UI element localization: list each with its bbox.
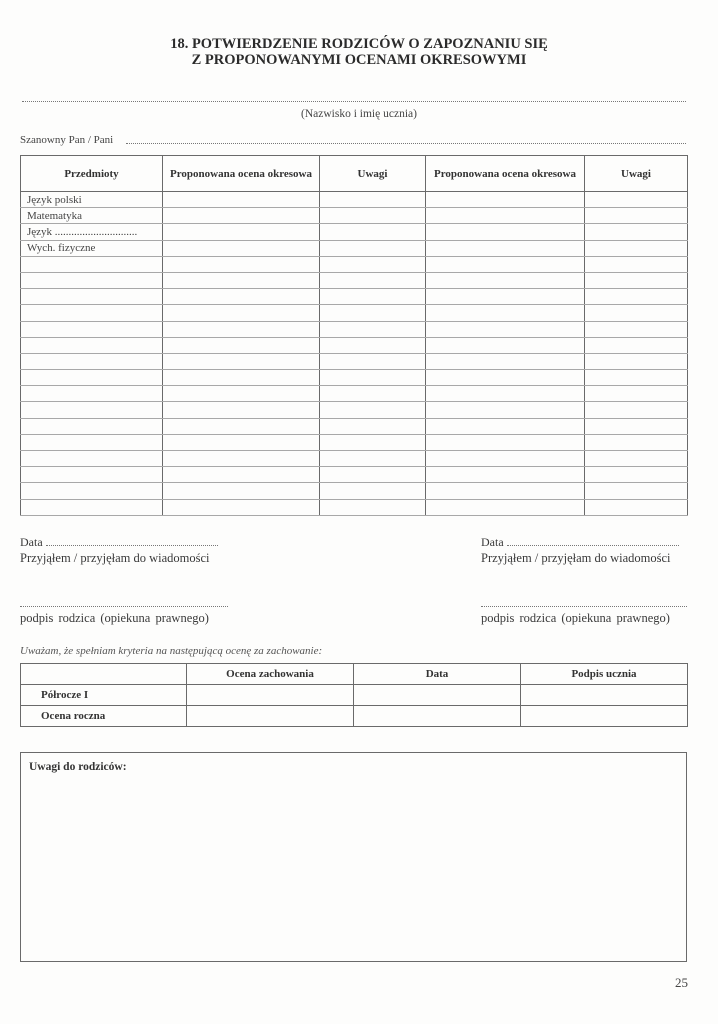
header-remarks-1: Uwagi bbox=[320, 156, 426, 192]
remarks-1-cell[interactable] bbox=[320, 321, 426, 337]
table-row bbox=[21, 305, 688, 321]
subject-cell[interactable] bbox=[21, 499, 163, 515]
proposed-grade-1-cell[interactable] bbox=[163, 208, 320, 224]
remarks-1-cell[interactable] bbox=[320, 192, 426, 208]
proposed-grade-2-cell[interactable] bbox=[426, 192, 585, 208]
subject-cell[interactable] bbox=[21, 402, 163, 418]
remarks-2-cell[interactable] bbox=[585, 451, 688, 467]
remarks-2-cell[interactable] bbox=[585, 321, 688, 337]
date-line bbox=[481, 535, 691, 550]
header-behavior-grade: Ocena zachowania bbox=[187, 664, 354, 685]
remarks-1-cell[interactable] bbox=[320, 289, 426, 305]
notes-box[interactable] bbox=[20, 752, 687, 962]
proposed-grade-1-cell[interactable] bbox=[163, 499, 320, 515]
proposed-grade-1-cell[interactable] bbox=[163, 272, 320, 288]
title-line-2: Z PROPONOWANYMI OCENAMI OKRESOWYMI bbox=[191, 52, 527, 68]
remarks-2-cell[interactable] bbox=[585, 256, 688, 272]
header-empty bbox=[21, 664, 187, 685]
parent-signature-field[interactable] bbox=[20, 606, 228, 607]
title-line-1: 18. POTWIERDZENIE RODZICÓW O ZAPOZNANIU SIĘ bbox=[170, 36, 548, 52]
remarks-2-cell[interactable] bbox=[585, 499, 688, 515]
salutation-field[interactable] bbox=[126, 143, 686, 144]
proposed-grade-1-cell[interactable] bbox=[163, 192, 320, 208]
confirmation-left bbox=[20, 535, 250, 626]
remarks-1-cell[interactable] bbox=[320, 386, 426, 402]
proposed-grade-2-cell[interactable] bbox=[426, 370, 585, 386]
subject-cell: Język .............................. bbox=[21, 224, 163, 240]
subject-cell[interactable] bbox=[21, 337, 163, 353]
proposed-grade-2-cell[interactable] bbox=[426, 256, 585, 272]
subject-cell: Matematyka bbox=[21, 208, 163, 224]
remarks-1-cell[interactable] bbox=[320, 208, 426, 224]
remarks-2-cell[interactable] bbox=[585, 434, 688, 450]
remarks-1-cell[interactable] bbox=[320, 370, 426, 386]
table-row bbox=[21, 289, 688, 305]
behavior-header-row bbox=[21, 664, 688, 685]
table-row bbox=[21, 240, 688, 256]
table-row bbox=[21, 224, 688, 240]
table-row bbox=[21, 337, 688, 353]
remarks-1-cell[interactable] bbox=[320, 305, 426, 321]
table-row bbox=[21, 321, 688, 337]
header-proposed-grade-1: Proponowana ocena okresowa bbox=[163, 156, 320, 192]
proposed-grade-2-cell[interactable] bbox=[426, 402, 585, 418]
proposed-grade-1-cell[interactable] bbox=[163, 402, 320, 418]
subject-cell: Wych. fizyczne bbox=[21, 240, 163, 256]
remarks-1-cell[interactable] bbox=[320, 434, 426, 450]
proposed-grade-1-cell[interactable] bbox=[163, 451, 320, 467]
proposed-grade-2-cell[interactable] bbox=[426, 305, 585, 321]
proposed-grade-2-cell[interactable] bbox=[426, 434, 585, 450]
behavior-table bbox=[20, 663, 688, 727]
proposed-grade-1-cell[interactable] bbox=[163, 483, 320, 499]
remarks-2-cell[interactable] bbox=[585, 208, 688, 224]
student-name-field[interactable] bbox=[22, 101, 686, 102]
parent-signature-field[interactable] bbox=[481, 606, 687, 607]
behavior-grade-cell[interactable] bbox=[187, 685, 354, 706]
proposed-grade-1-cell[interactable] bbox=[163, 289, 320, 305]
remarks-1-cell[interactable] bbox=[320, 272, 426, 288]
signature-caption: podpis rodzica (opiekuna prawnego) bbox=[20, 611, 209, 625]
remarks-2-cell[interactable] bbox=[585, 483, 688, 499]
ack-text: Przyjąłem / przyjęłam do wiadomości bbox=[481, 551, 671, 565]
proposed-grade-2-cell[interactable] bbox=[426, 224, 585, 240]
page-title bbox=[0, 36, 718, 68]
subject-cell[interactable] bbox=[21, 467, 163, 483]
table-row bbox=[21, 418, 688, 434]
remarks-1-cell[interactable] bbox=[320, 337, 426, 353]
proposed-grade-1-cell[interactable] bbox=[163, 321, 320, 337]
proposed-grade-2-cell[interactable] bbox=[426, 467, 585, 483]
remarks-2-cell[interactable] bbox=[585, 402, 688, 418]
grades-table bbox=[20, 155, 688, 516]
date-field[interactable] bbox=[507, 545, 679, 546]
header-proposed-grade-2: Proponowana ocena okresowa bbox=[426, 156, 585, 192]
proposed-grade-1-cell[interactable] bbox=[163, 256, 320, 272]
remarks-2-cell[interactable] bbox=[585, 418, 688, 434]
proposed-grade-2-cell[interactable] bbox=[426, 483, 585, 499]
remarks-2-cell[interactable] bbox=[585, 337, 688, 353]
proposed-grade-2-cell[interactable] bbox=[426, 451, 585, 467]
remarks-1-cell[interactable] bbox=[320, 451, 426, 467]
proposed-grade-1-cell[interactable] bbox=[163, 305, 320, 321]
notes-label: Uwagi do rodziców: bbox=[29, 761, 127, 773]
remarks-1-cell[interactable] bbox=[320, 467, 426, 483]
subject-cell[interactable] bbox=[21, 305, 163, 321]
proposed-grade-1-cell[interactable] bbox=[163, 418, 320, 434]
proposed-grade-2-cell[interactable] bbox=[426, 208, 585, 224]
page-number: 25 bbox=[675, 975, 688, 990]
subject-cell[interactable] bbox=[21, 370, 163, 386]
proposed-grade-1-cell[interactable] bbox=[163, 224, 320, 240]
table-row bbox=[21, 192, 688, 208]
subject-cell[interactable] bbox=[21, 353, 163, 369]
proposed-grade-2-cell[interactable] bbox=[426, 321, 585, 337]
subject-cell[interactable] bbox=[21, 451, 163, 467]
table-row bbox=[21, 434, 688, 450]
date-line bbox=[20, 535, 250, 550]
subject-cell[interactable] bbox=[21, 434, 163, 450]
header-subjects: Przedmioty bbox=[21, 156, 163, 192]
remarks-1-cell[interactable] bbox=[320, 402, 426, 418]
proposed-grade-2-cell[interactable] bbox=[426, 353, 585, 369]
proposed-grade-2-cell[interactable] bbox=[426, 386, 585, 402]
signature-cell[interactable] bbox=[521, 706, 688, 727]
table-row bbox=[21, 208, 688, 224]
remarks-2-cell[interactable] bbox=[585, 353, 688, 369]
proposed-grade-1-cell[interactable] bbox=[163, 434, 320, 450]
table-row bbox=[21, 370, 688, 386]
signature-caption: podpis rodzica (opiekuna prawnego) bbox=[481, 611, 670, 625]
proposed-grade-2-cell[interactable] bbox=[426, 289, 585, 305]
proposed-grade-2-cell[interactable] bbox=[426, 418, 585, 434]
remarks-1-cell[interactable] bbox=[320, 418, 426, 434]
behavior-row-annual bbox=[21, 706, 688, 727]
subject-cell[interactable] bbox=[21, 418, 163, 434]
proposed-grade-1-cell[interactable] bbox=[163, 370, 320, 386]
remarks-1-cell[interactable] bbox=[320, 256, 426, 272]
proposed-grade-2-cell[interactable] bbox=[426, 272, 585, 288]
header-remarks-2: Uwagi bbox=[585, 156, 688, 192]
proposed-grade-1-cell[interactable] bbox=[163, 337, 320, 353]
header-date: Data bbox=[354, 664, 521, 685]
subject-cell[interactable] bbox=[21, 321, 163, 337]
remarks-1-cell[interactable] bbox=[320, 483, 426, 499]
remarks-2-cell[interactable] bbox=[585, 240, 688, 256]
proposed-grade-1-cell[interactable] bbox=[163, 467, 320, 483]
behavior-row-semester bbox=[21, 685, 688, 706]
proposed-grade-2-cell[interactable] bbox=[426, 240, 585, 256]
remarks-1-cell[interactable] bbox=[320, 224, 426, 240]
table-row bbox=[21, 451, 688, 467]
remarks-1-cell[interactable] bbox=[320, 240, 426, 256]
subject-cell[interactable] bbox=[21, 289, 163, 305]
subject-cell[interactable] bbox=[21, 386, 163, 402]
table-row bbox=[21, 272, 688, 288]
table-row bbox=[21, 353, 688, 369]
subject-cell[interactable] bbox=[21, 483, 163, 499]
remarks-2-cell[interactable] bbox=[585, 386, 688, 402]
proposed-grade-1-cell[interactable] bbox=[163, 386, 320, 402]
remarks-1-cell[interactable] bbox=[320, 353, 426, 369]
behavior-grade-cell[interactable] bbox=[187, 706, 354, 727]
proposed-grade-2-cell[interactable] bbox=[426, 337, 585, 353]
table-row bbox=[21, 402, 688, 418]
subject-cell: Język polski bbox=[21, 192, 163, 208]
proposed-grade-1-cell[interactable] bbox=[163, 240, 320, 256]
remarks-2-cell[interactable] bbox=[585, 289, 688, 305]
remarks-2-cell[interactable] bbox=[585, 192, 688, 208]
table-row bbox=[21, 483, 688, 499]
date-field[interactable] bbox=[46, 545, 218, 546]
table-row bbox=[21, 256, 688, 272]
proposed-grade-1-cell[interactable] bbox=[163, 353, 320, 369]
date-label: Data bbox=[481, 535, 504, 549]
subject-cell[interactable] bbox=[21, 272, 163, 288]
table-row bbox=[21, 499, 688, 515]
table-row bbox=[21, 467, 688, 483]
subject-cell[interactable] bbox=[21, 256, 163, 272]
salutation-label: Szanowny Pan / Pani bbox=[20, 134, 114, 146]
header-student-signature: Podpis ucznia bbox=[521, 664, 688, 685]
row-label: Półrocze I bbox=[21, 685, 187, 706]
date-label: Data bbox=[20, 535, 43, 549]
signature-cell[interactable] bbox=[521, 685, 688, 706]
date-cell[interactable] bbox=[354, 706, 521, 727]
ack-text: Przyjąłem / przyjęłam do wiadomości bbox=[20, 551, 210, 565]
remarks-2-cell[interactable] bbox=[585, 224, 688, 240]
remarks-2-cell[interactable] bbox=[585, 370, 688, 386]
row-label: Ocena roczna bbox=[21, 706, 187, 727]
proposed-grade-2-cell[interactable] bbox=[426, 499, 585, 515]
remarks-2-cell[interactable] bbox=[585, 272, 688, 288]
date-cell[interactable] bbox=[354, 685, 521, 706]
confirmation-right bbox=[481, 535, 691, 626]
table-row bbox=[21, 386, 688, 402]
behavior-intro: Uważam, że spełniam kryteria na następującą ocenę za zachowanie: bbox=[20, 645, 323, 657]
student-name-caption: (Nazwisko i imię ucznia) bbox=[301, 108, 417, 120]
grades-header-row bbox=[21, 156, 688, 192]
remarks-2-cell[interactable] bbox=[585, 305, 688, 321]
remarks-1-cell[interactable] bbox=[320, 499, 426, 515]
remarks-2-cell[interactable] bbox=[585, 467, 688, 483]
